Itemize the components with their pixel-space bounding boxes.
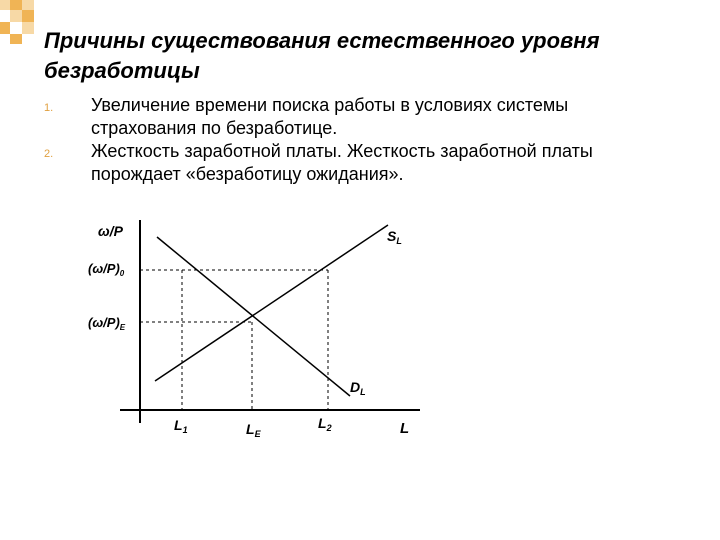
l1-label: $L_1$ (174, 417, 188, 435)
supply-label: $S_L$ (387, 228, 402, 246)
list-item-text: Увеличение времени поиска работы в условиях системы страхования по безработице. (91, 95, 569, 138)
wage-e-label: $(\omega/P)_E$ (88, 315, 126, 332)
supply-curve (155, 225, 388, 381)
list-item-number: 1. (44, 102, 54, 114)
le-label: $L_E$ (246, 421, 261, 439)
demand-curve (157, 237, 350, 396)
x-axis-label: L (400, 420, 410, 437)
y-axis-label: ω/P (98, 223, 123, 239)
demand-label: $D_L$ (350, 379, 366, 397)
list-item-text: Жесткость заработной платы. Жесткость заработной платы порождает «безработицу ожидания». (91, 141, 593, 184)
slide-title: Причины существования естественного уровня безработицы (44, 28, 600, 83)
wage-0-label: $(\omega/P)_0$ (88, 261, 125, 278)
l2-label: $L_2$ (318, 415, 332, 433)
list-item-number: 2. (44, 148, 54, 160)
